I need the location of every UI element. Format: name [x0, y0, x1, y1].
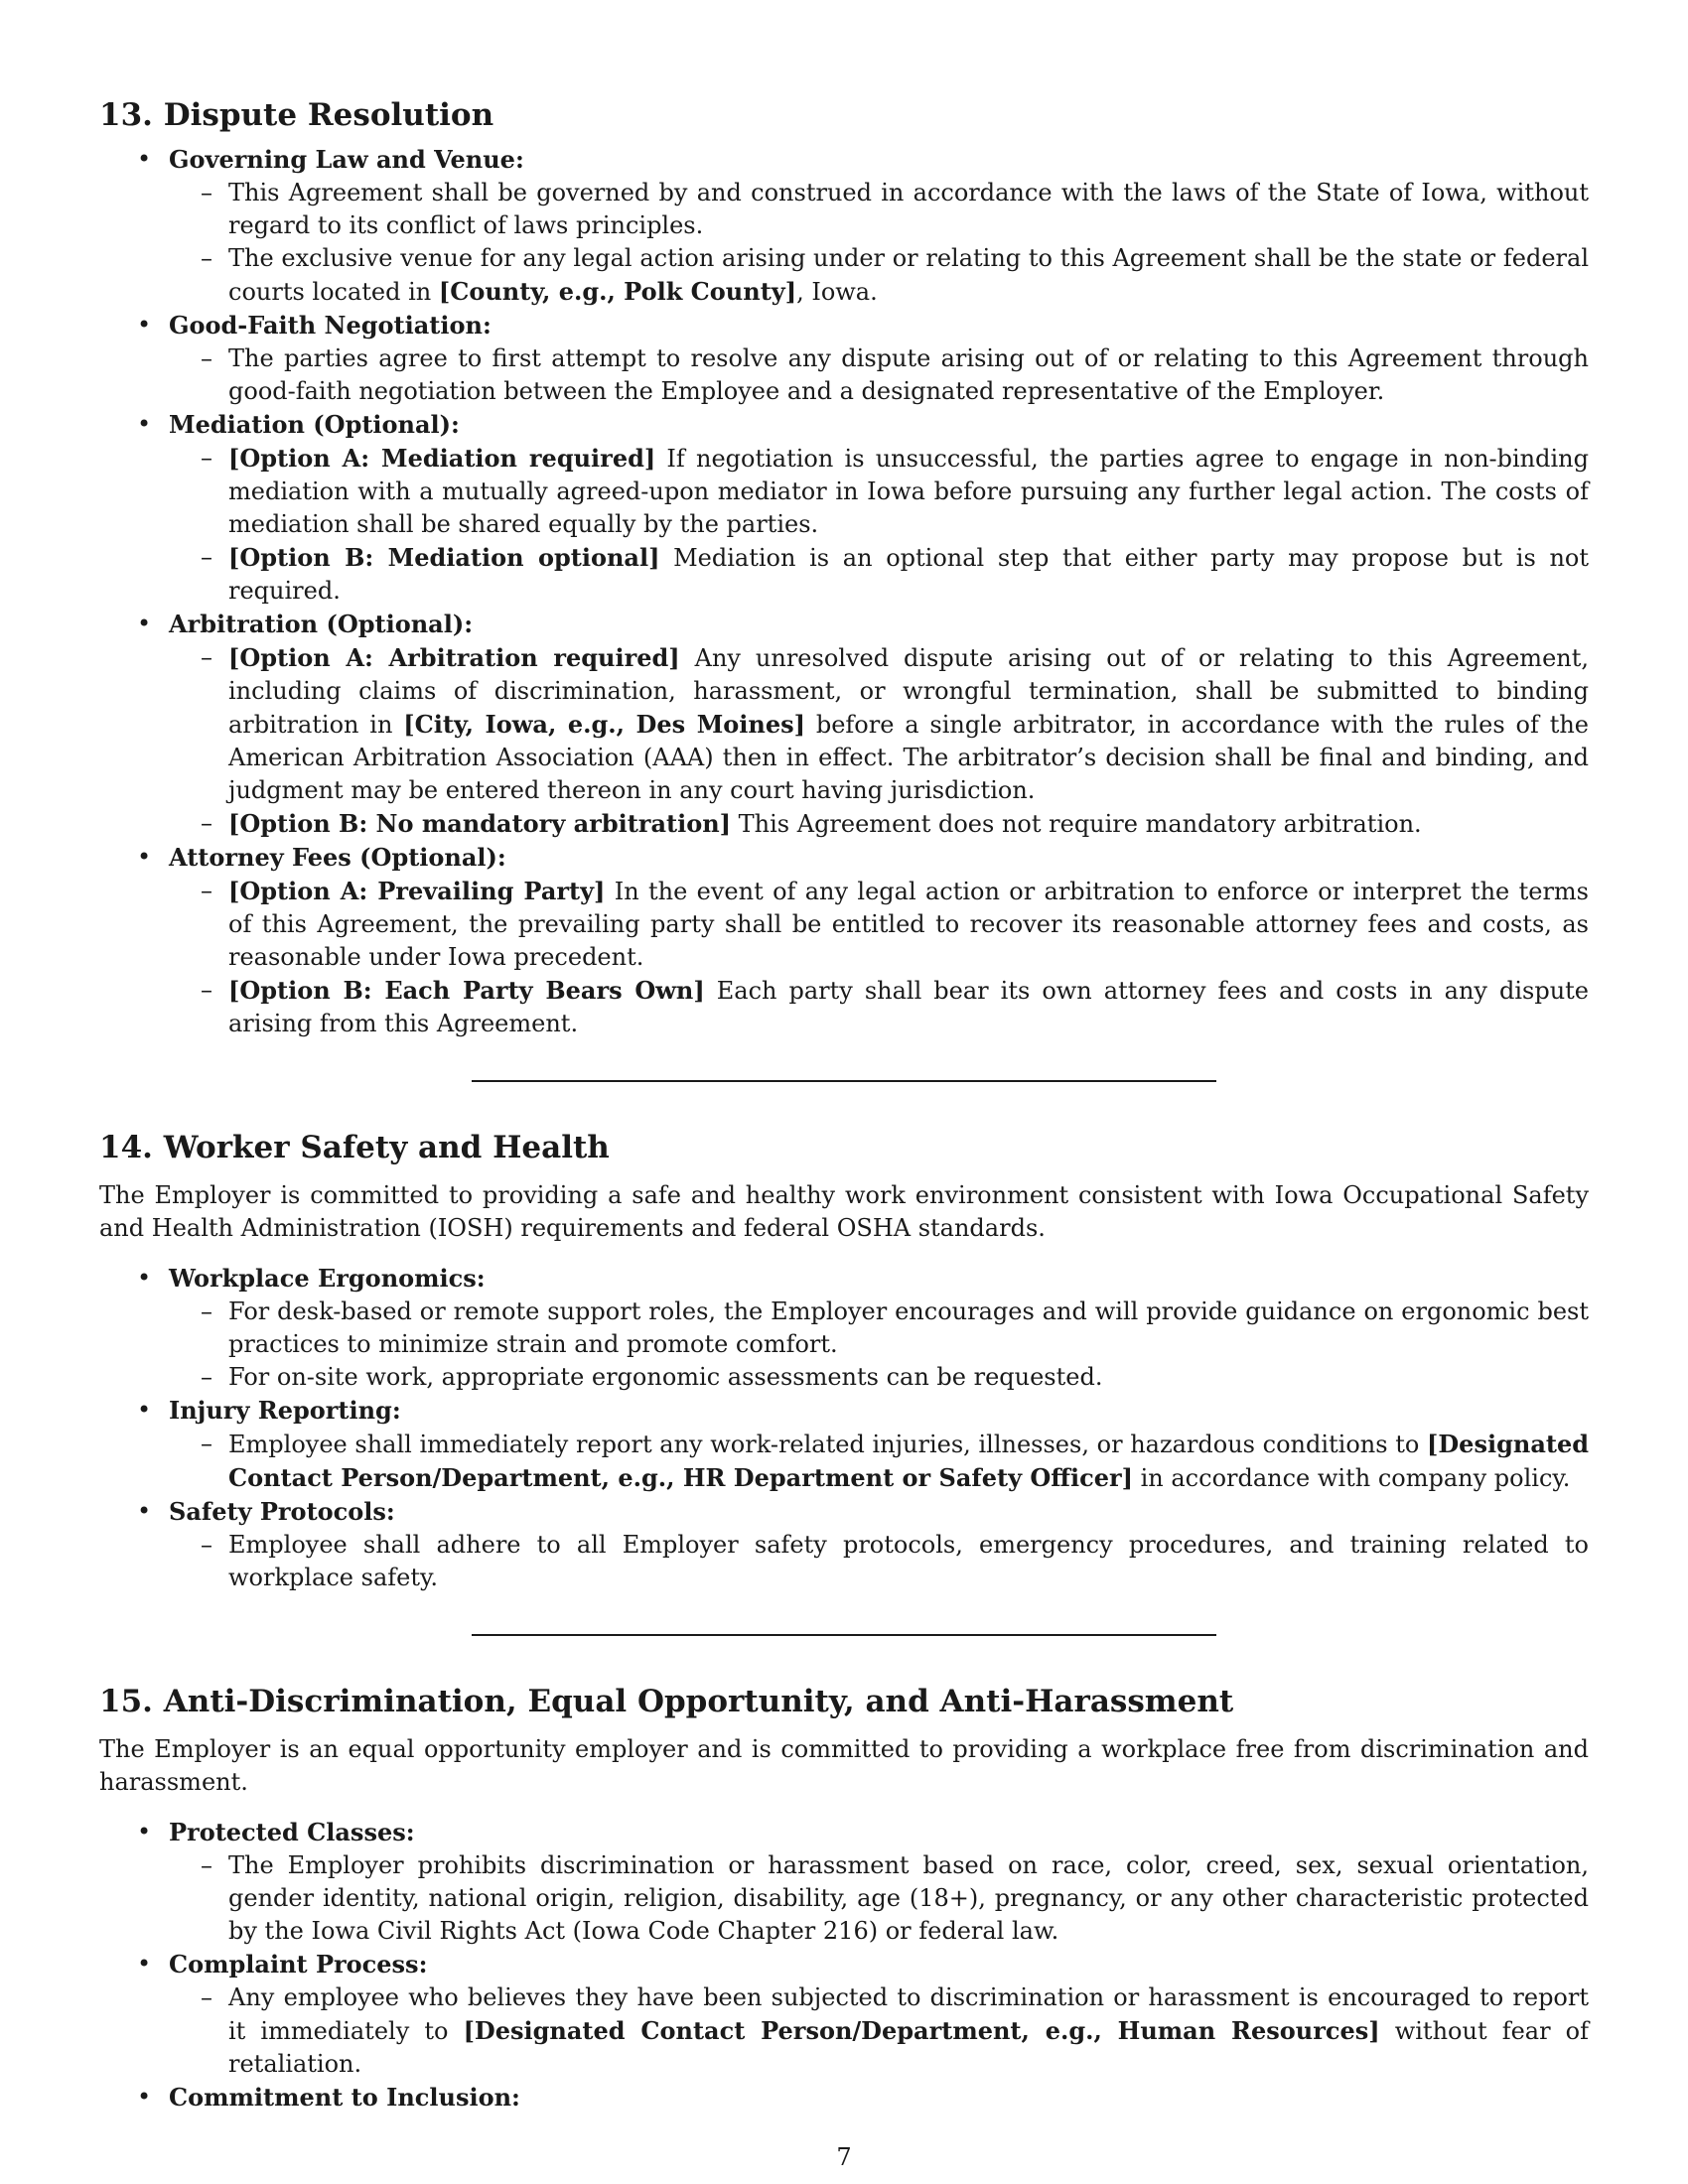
section-intro: The Employer is committed to providing a safe and healthy work environment consistent with Iowa Occupational Safety and Health Administration (IOSH) requirements and federal OSHA standards. — [99, 1181, 1589, 1242]
bullet-list — [99, 1816, 1589, 2115]
sub-item-text: For desk-based or remote support roles, the Employer encourages and will provide guidance on ergonomic best practices to minimize strain and promote comfort. — [228, 1297, 1589, 1358]
sub-item — [169, 177, 1589, 242]
section-heading: 15. Anti-Discrimination, Equal Opportunity, and Anti-Harassment — [99, 1684, 1234, 1719]
bullet-label: Attorney Fees (Optional): — [169, 843, 506, 872]
sub-item-text: without fear of retaliation. — [228, 2017, 1590, 2078]
bullet-commitment-to-inclusion — [99, 2081, 1589, 2115]
sub-list — [169, 1428, 1589, 1495]
bullet-mediation — [99, 408, 1589, 608]
sub-item-text: , Iowa. — [796, 278, 878, 306]
sub-item-text: before a single arbitrator, in accordance with the rules of the American Arbitration Association (AAA) then in effect. The arbitrator’s decision shall be final and binding, and judgment may be entered thereon in any court having jurisdiction. — [228, 711, 1589, 804]
sub-item — [169, 1849, 1589, 1948]
sub-list — [169, 1981, 1589, 2081]
bullet-label: Workplace Ergonomics: — [169, 1264, 486, 1293]
bullet-label: Complaint Process: — [169, 1950, 428, 1979]
section-heading: 14. Worker Safety and Health — [99, 1130, 610, 1165]
sub-item — [169, 1428, 1589, 1495]
placeholder-text: [Option A: Arbitration required] — [228, 643, 680, 672]
bullet-label: Good-Faith Negotiation: — [169, 311, 492, 340]
sub-item-text: The Employer prohibits discrimination or harassment based on race, color, creed, sex, sexual orientation, gender identity, national origin, religion, disability, age (18+), pregnancy, or any other characteristic protected by the Iowa Civil Rights Act (Iowa Code Chapter 216) or federal law. — [228, 1851, 1589, 1945]
bullet-label: Protected Classes: — [169, 1818, 415, 1846]
section-anti-discrimination — [99, 1682, 1589, 2115]
sub-list — [169, 875, 1589, 1040]
bullet-complaint-process — [99, 1948, 1589, 2081]
sub-item-text: Employee shall immediately report any work-related injuries, illnesses, or hazardous conditions to — [228, 1431, 1428, 1458]
sub-item-text: Any employee who believes they have been subjected to discrimination or harassment is encouraged to report it immediately to — [228, 1983, 1589, 2045]
bullet-list — [99, 1262, 1589, 1594]
sub-item — [169, 974, 1589, 1040]
sub-item — [169, 242, 1589, 309]
sub-item-text: For on-site work, appropriate ergonomic assessments can be requested. — [228, 1363, 1103, 1391]
sub-list — [169, 1849, 1589, 1948]
sub-item — [169, 541, 1589, 608]
sub-list — [169, 442, 1589, 608]
placeholder-text: [Option B: No mandatory arbitration] — [228, 809, 732, 838]
bullet-label: Commitment to Inclusion: — [169, 2083, 520, 2112]
sub-item — [169, 1361, 1589, 1394]
sub-item-text: Each party shall bear its own attorney fees and costs in any dispute arising from this Agreement. — [228, 977, 1589, 1037]
bullet-safety-protocols — [99, 1495, 1589, 1594]
placeholder-text: [County, e.g., Polk County] — [438, 277, 797, 306]
sub-item-text: The exclusive venue for any legal action arising under or relating to this Agreement shall be the state or federal courts located in — [228, 244, 1589, 306]
sub-list — [169, 177, 1589, 309]
section-heading: 13. Dispute Resolution — [99, 97, 494, 133]
sub-item-text: In the event of any legal action or arbitration to enforce or interpret the terms of this Agreement, the prevailing party shall be entitled to recover its reasonable attorney fees and costs, as reasonable under Iowa precedent. — [228, 878, 1589, 971]
sub-item — [169, 875, 1589, 974]
bullet-label: Safety Protocols: — [169, 1497, 395, 1526]
bullet-label: Mediation (Optional): — [169, 410, 460, 439]
sub-item — [169, 641, 1589, 807]
sub-list — [169, 641, 1589, 841]
placeholder-text: [Option A: Mediation required] — [228, 444, 656, 473]
section-dispute-resolution — [99, 95, 1589, 1040]
placeholder-text: [Designated Contact Person/Department, e.g., HR Department or Safety Officer] — [228, 1430, 1589, 1492]
bullet-attorney-fees — [99, 841, 1589, 1040]
sub-item — [169, 1296, 1589, 1361]
sub-item — [169, 1529, 1589, 1594]
sub-item — [169, 807, 1589, 841]
section-divider — [472, 1634, 1216, 1636]
bullet-workplace-ergonomics — [99, 1262, 1589, 1394]
sub-item — [169, 1981, 1589, 2081]
sub-item-text: Mediation is an optional step that either party may propose but is not required. — [228, 544, 1589, 605]
bullet-governing-law — [99, 143, 1589, 309]
sub-item — [169, 442, 1589, 541]
page-number: 7 — [836, 2143, 852, 2171]
bullet-label: Arbitration (Optional): — [169, 610, 474, 638]
placeholder-text: [Option B: Each Party Bears Own] — [228, 976, 705, 1005]
page-content — [99, 95, 1589, 2115]
sub-list — [169, 1296, 1589, 1394]
sub-list — [169, 342, 1589, 408]
placeholder-text: [Option A: Prevailing Party] — [228, 877, 606, 905]
bullet-arbitration — [99, 608, 1589, 841]
placeholder-text: [City, Iowa, e.g., Des Moines] — [403, 710, 805, 739]
sub-item-text: If negotiation is unsuccessful, the parties agree to engage in non-binding mediation with a mutually agreed-upon mediator in Iowa before pursuing any further legal action. The costs of mediation shall be shared equally by the parties. — [228, 445, 1589, 538]
placeholder-text: [Option B: Mediation optional] — [228, 543, 660, 572]
bullet-injury-reporting — [99, 1394, 1589, 1495]
sub-list — [169, 1529, 1589, 1594]
bullet-protected-classes — [99, 1816, 1589, 1948]
sub-item-text: The parties agree to first attempt to resolve any dispute arising out of or relating to this Agreement through good-faith negotiation between the Employee and a designated representative of the Employer. — [228, 344, 1589, 405]
bullet-label: Injury Reporting: — [169, 1396, 401, 1425]
sub-item-text: Any unresolved dispute arising out of or relating to this Agreement, including claims of discrimination, harassment, or wrongful termination, shall be submitted to binding arbitration in — [228, 644, 1590, 739]
sub-item-text: Employee shall adhere to all Employer safety protocols, emergency procedures, and training related to workplace safety. — [228, 1531, 1589, 1591]
section-divider — [472, 1080, 1216, 1082]
placeholder-text: [Designated Contact Person/Department, e.g., Human Resources] — [463, 2016, 1380, 2045]
section-intro: The Employer is an equal opportunity employer and is committed to providing a workplace free from discrimination and harassment. — [99, 1735, 1589, 1796]
sub-item-text: in accordance with company policy. — [1132, 1464, 1571, 1492]
bullet-label: Governing Law and Venue: — [169, 145, 524, 174]
sub-item-text: This Agreement shall be governed by and construed in accordance with the laws of the State of Iowa, without regard to its conflict of laws principles. — [228, 179, 1589, 239]
section-worker-safety — [99, 1128, 1589, 1594]
sub-item-text: This Agreement does not require mandatory arbitration. — [731, 810, 1422, 838]
sub-item — [169, 342, 1589, 408]
bullet-good-faith-negotiation — [99, 309, 1589, 408]
bullet-list — [99, 143, 1589, 1040]
